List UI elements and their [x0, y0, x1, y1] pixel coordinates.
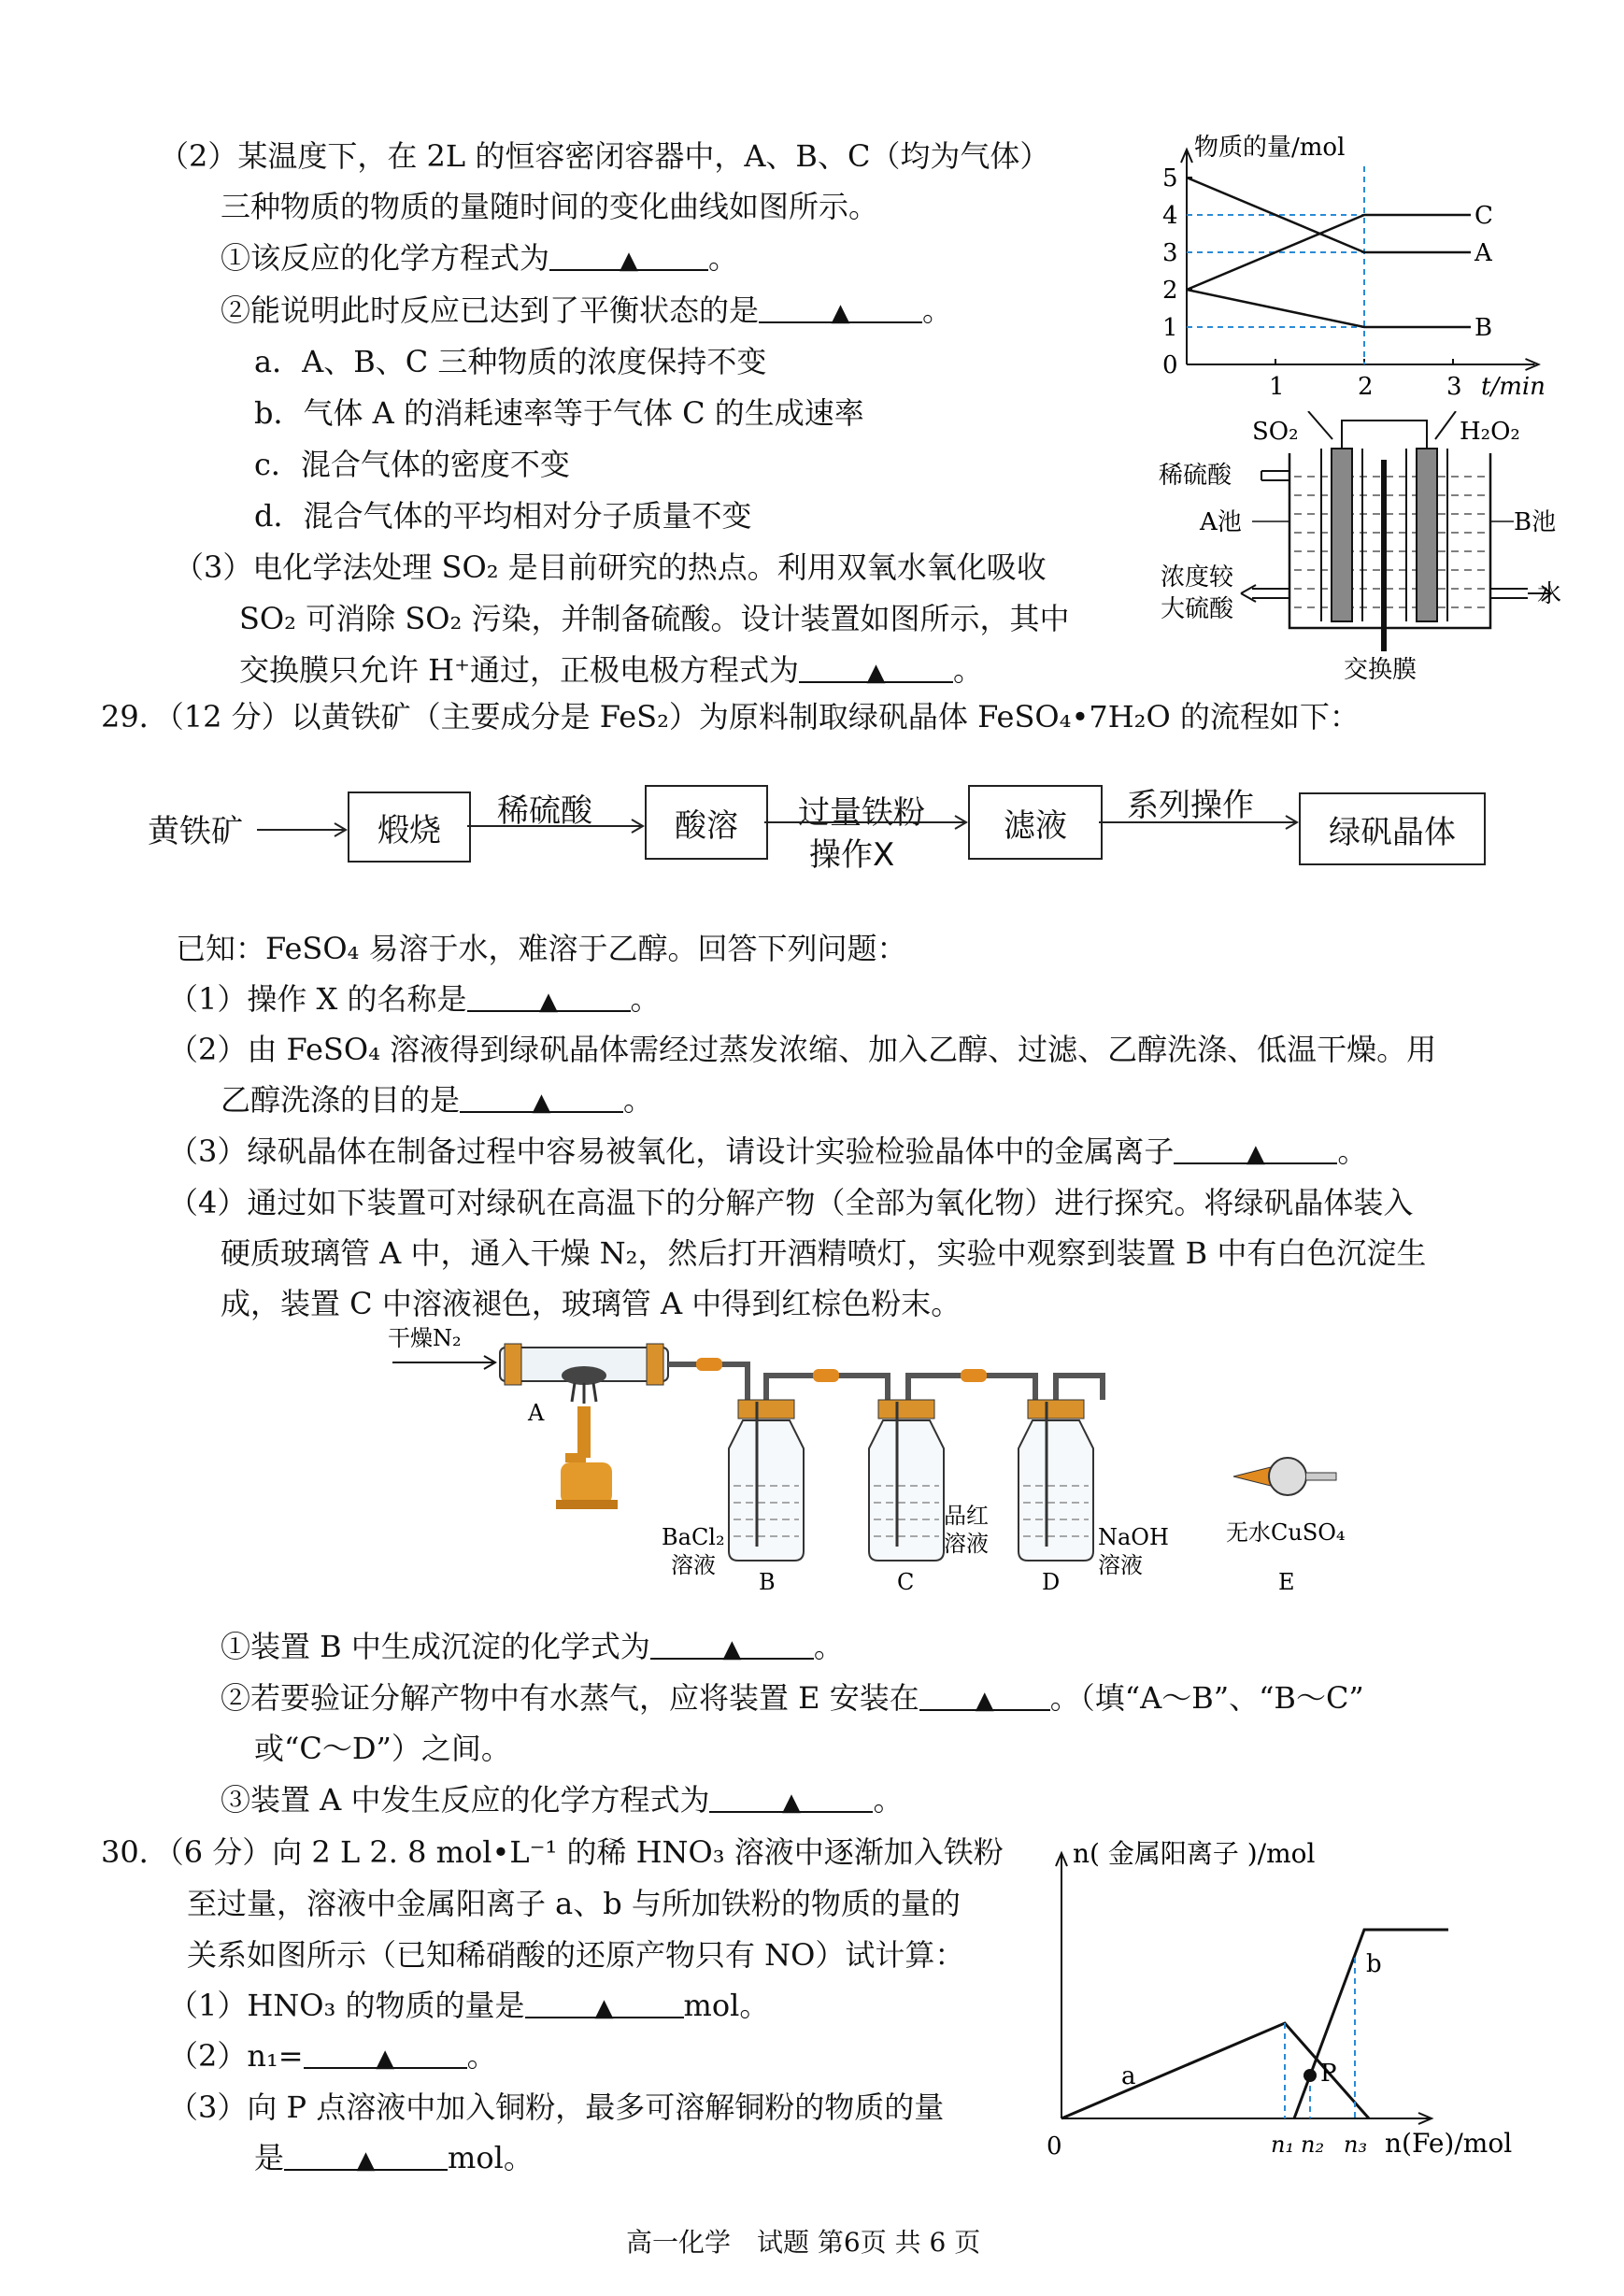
h2o2-label: H₂O₂: [1460, 418, 1520, 446]
q30-q3-line1: （3）向 P 点溶液中加入铜粉，最多可溶解铜粉的物质的量: [168, 2089, 945, 2125]
q29-q2-line1: （2）由 FeSO₄ 溶液得到绿矾晶体需经过蒸发浓缩、加入乙醇、过滤、乙醇洗涤、低温干燥。用: [168, 1032, 1437, 1067]
period: 。: [708, 240, 739, 276]
q30-line2: 至过量，溶液中金属阳离子 a、b 与所加铁粉的物质的量的: [187, 1886, 961, 1921]
cuso4-label: 无水CuSO₄: [1226, 1519, 1346, 1546]
x-tick-label: 3: [1446, 373, 1462, 397]
answer-blank[interactable]: [525, 1985, 684, 2022]
flow-start: 黄铁矿: [148, 813, 243, 850]
answer-blank[interactable]: [467, 978, 631, 1016]
blank-marker: ▲: [376, 2045, 395, 2073]
q30-q3-line2: [254, 2137, 534, 2178]
blank-marker: ▲: [831, 299, 850, 327]
ion-amount-graph: [1047, 1836, 1532, 2173]
bacl2-label: BaCl₂: [662, 1524, 725, 1550]
q29-s2-cont: 或“C～D”）之间。: [254, 1731, 511, 1766]
period: 。: [873, 1782, 904, 1818]
blank-marker: ▲: [620, 247, 639, 275]
q29-q3: [168, 1131, 1367, 1172]
label-e: E: [1278, 1569, 1295, 1595]
y-axis-label: 物质的量/mol: [1194, 134, 1346, 162]
series-label-c: C: [1474, 202, 1493, 230]
conc-acid-label-1: 浓度较: [1161, 563, 1234, 592]
unit-mol: mol。: [448, 2140, 534, 2175]
period: 。: [952, 652, 983, 688]
bottle-b: [729, 1400, 804, 1561]
q30-line3: 关系如图所示（已知稀硝酸的还原产物只有 NO）试计算：: [187, 1937, 965, 1973]
point-p: [1303, 2069, 1317, 2082]
period: 。: [1337, 1134, 1368, 1169]
q29-s1-text: ①装置 B 中生成沉淀的化学式为: [221, 1629, 650, 1664]
y-tick-label: 4: [1162, 202, 1178, 230]
drying-tube-e: [1233, 1458, 1336, 1495]
x-tick-label: 1: [1269, 373, 1285, 397]
option-c: c．混合气体的密度不变: [254, 447, 570, 482]
pinhong-sol-label: 溶液: [944, 1531, 989, 1557]
q29-s2: [221, 1677, 1364, 1718]
bacl2-sol-label: 溶液: [671, 1552, 716, 1578]
q29-q4-line3: 成，装置 C 中溶液褪色，玻璃管 A 中得到红棕色粉末。: [221, 1286, 962, 1321]
pinhong-label: 品红: [944, 1503, 989, 1529]
q29-q1: [168, 978, 661, 1020]
q30-q2: [168, 2035, 497, 2076]
flow-box-acid-dissolve: 酸溶: [645, 785, 768, 860]
flow-box-filtrate: 滤液: [968, 785, 1103, 860]
x-tick-label: 2: [1358, 373, 1374, 397]
n2-label: 干燥N₂: [388, 1325, 462, 1351]
answer-blank[interactable]: [460, 1079, 623, 1117]
pool-a-label: A池: [1200, 508, 1242, 536]
flow-box-calcine: 煅烧: [348, 791, 471, 863]
label-point-p: P: [1320, 2060, 1337, 2088]
bottle-d: [1019, 1400, 1093, 1561]
label-a: A: [528, 1400, 545, 1426]
q30-q3-text: 是: [254, 2140, 285, 2175]
membrane-label: 交换膜: [1344, 656, 1417, 682]
blank-marker: ▲: [539, 988, 558, 1016]
q29-s2-hint: 。（填“A～B”、“B～C”: [1049, 1680, 1364, 1716]
q30-q2-text: （2）n₁=: [168, 2038, 304, 2074]
q29-q2-text: 乙醇洗涤的目的是: [221, 1082, 461, 1118]
q29-q3-text: （3）绿矾晶体在制备过程中容易被氧化，请设计实验检验晶体中的金属离子: [168, 1134, 1175, 1169]
naoh-label: NaOH: [1098, 1524, 1169, 1550]
sample-powder: [562, 1366, 606, 1385]
conc-acid-label-2: 大硫酸: [1161, 595, 1234, 623]
q30-q1: [168, 1985, 769, 2026]
answer-blank[interactable]: [1174, 1131, 1337, 1168]
y-tick-label: 1: [1162, 314, 1178, 342]
q30-q1-text: （1）HNO₃ 的物质的量是: [168, 1988, 525, 2023]
label-b: B: [759, 1569, 776, 1595]
period: 。: [922, 292, 953, 328]
q29-s3-text: ③装置 A 中发生反应的化学方程式为: [221, 1782, 710, 1818]
q28-p2-q2-text: ②能说明此时反应已达到了平衡状态的是: [221, 292, 760, 328]
flow-arrow1-label: 稀硫酸: [497, 792, 592, 830]
q29-s2-text: ②若要验证分解产物中有水蒸气，应将装置 E 安装在: [221, 1680, 919, 1716]
answer-blank[interactable]: [709, 1779, 873, 1817]
option-a: a．A、B、C 三种物质的浓度保持不变: [254, 344, 767, 379]
blank-marker: ▲: [781, 1789, 801, 1817]
q29-q1-text: （1）操作 X 的名称是: [168, 981, 467, 1017]
graph-ylabel: n( 金属阳离子 )/mol: [1073, 1838, 1316, 1869]
alcohol-blast-lamp: [556, 1406, 618, 1509]
water-label: 水: [1537, 580, 1562, 608]
label-n1: n₁: [1271, 2132, 1295, 2158]
blank-marker: ▲: [722, 1635, 742, 1663]
label-curve-b: b: [1366, 1950, 1382, 1978]
graph-origin: 0: [1047, 2132, 1062, 2161]
blank-marker: ▲: [975, 1687, 994, 1715]
q30-line1: 30．（6 分）向 2 L 2. 8 mol•L⁻¹ 的稀 HNO₃ 溶液中逐渐加入铁粉: [101, 1834, 1004, 1870]
series-label-a: A: [1474, 239, 1492, 267]
q28-p3-line2: SO₂ 可消除 SO₂ 污染，并制备硫酸。设计装置如图所示，其中: [239, 601, 1070, 636]
label-curve-a: a: [1121, 2062, 1136, 2090]
label-c: C: [897, 1569, 915, 1595]
period: 。: [813, 1629, 844, 1664]
q29-s3: [221, 1779, 903, 1820]
q28-p2-line2: 三种物质的物质的量随时间的变化曲线如图所示。: [221, 189, 879, 224]
y-tick-label: 5: [1162, 164, 1178, 193]
answer-blank[interactable]: [284, 2137, 448, 2175]
option-d: d．混合气体的平均相对分子质量不变: [254, 498, 752, 534]
q28-p3-line1: （3）电化学法处理 SO₂ 是目前研究的热点。利用双氧水氧化吸收: [174, 549, 1047, 585]
blank-marker: ▲: [1246, 1140, 1265, 1168]
blank-marker: ▲: [594, 1994, 614, 2022]
q29-q2-line2: [221, 1079, 653, 1120]
flow-arrow2-label-top: 过量铁粉: [798, 794, 925, 832]
label-n2: n₂: [1301, 2132, 1325, 2158]
y-tick-label: 3: [1162, 239, 1178, 267]
period: 。: [623, 1082, 654, 1118]
blank-marker: ▲: [866, 659, 886, 687]
label-n3: n₃: [1344, 2132, 1368, 2158]
answer-blank[interactable]: [919, 1677, 1050, 1715]
q28-p2-q1-text: ①该反应的化学方程式为: [221, 240, 550, 276]
blank-marker: ▲: [532, 1089, 551, 1117]
label-d: D: [1042, 1569, 1061, 1595]
q28-p2-line1: （2）某温度下，在 2L 的恒容密闭容器中，A、B、C（均为气体）: [159, 138, 1050, 174]
dilute-acid-label: 稀硫酸: [1159, 462, 1232, 490]
q28-p3-line3-text: 交换膜只允许 H⁺通过，正极电极方程式为: [239, 652, 799, 688]
q29-q4-line2: 硬质玻璃管 A 中，通入干燥 N₂，然后打开酒精喷灯，实验中观察到装置 B 中有白色沉淀生: [221, 1235, 1427, 1271]
graph-xlabel: n(Fe)/mol: [1385, 2128, 1513, 2159]
bottle-c: [869, 1400, 944, 1561]
period: 。: [466, 2038, 497, 2074]
unit-mol: mol。: [683, 1988, 770, 2023]
q29-s1: [221, 1626, 844, 1667]
period: 。: [630, 981, 661, 1017]
y-tick-label: 0: [1162, 351, 1178, 379]
flow-box-green-vitriol: 绿矾晶体: [1299, 792, 1486, 865]
y-tick-label: 2: [1162, 277, 1178, 305]
series-label-b: B: [1474, 314, 1493, 342]
page-footer: 高一化学 试题 第6页 共 6 页: [626, 2227, 981, 2258]
x-axis-label: t/min: [1481, 373, 1546, 397]
option-b: b．气体 A 的消耗速率等于气体 C 的生成速率: [254, 395, 864, 431]
blank-marker: ▲: [356, 2146, 376, 2175]
naoh-sol-label: 溶液: [1098, 1552, 1143, 1578]
flow-arrow3-label: 系列操作: [1127, 787, 1254, 824]
so2-label: SO₂: [1252, 418, 1299, 446]
flow-arrows: [0, 0, 1624, 934]
flow-arrow2-label-bottom: 操作X: [809, 836, 895, 874]
apparatus-diagram: [374, 1318, 1364, 1598]
answer-blank[interactable]: [650, 1626, 814, 1663]
answer-blank[interactable]: [304, 2035, 467, 2073]
q29-title: 29．（12 分）以黄铁矿（主要成分是 FeS₂）为原料制取绿矾晶体 FeSO₄•7H₂O 的流程如下：: [101, 699, 1360, 734]
q29-q4-line1: （4）通过如下装置可对绿矾在高温下的分解产物（全部为氧化物）进行探究。将绿矾晶体装入: [168, 1185, 1414, 1220]
pool-b-label: B池: [1514, 508, 1557, 536]
q29-known: 已知：FeSO₄ 易溶于水，难溶于乙醇。回答下列问题：: [176, 931, 907, 966]
